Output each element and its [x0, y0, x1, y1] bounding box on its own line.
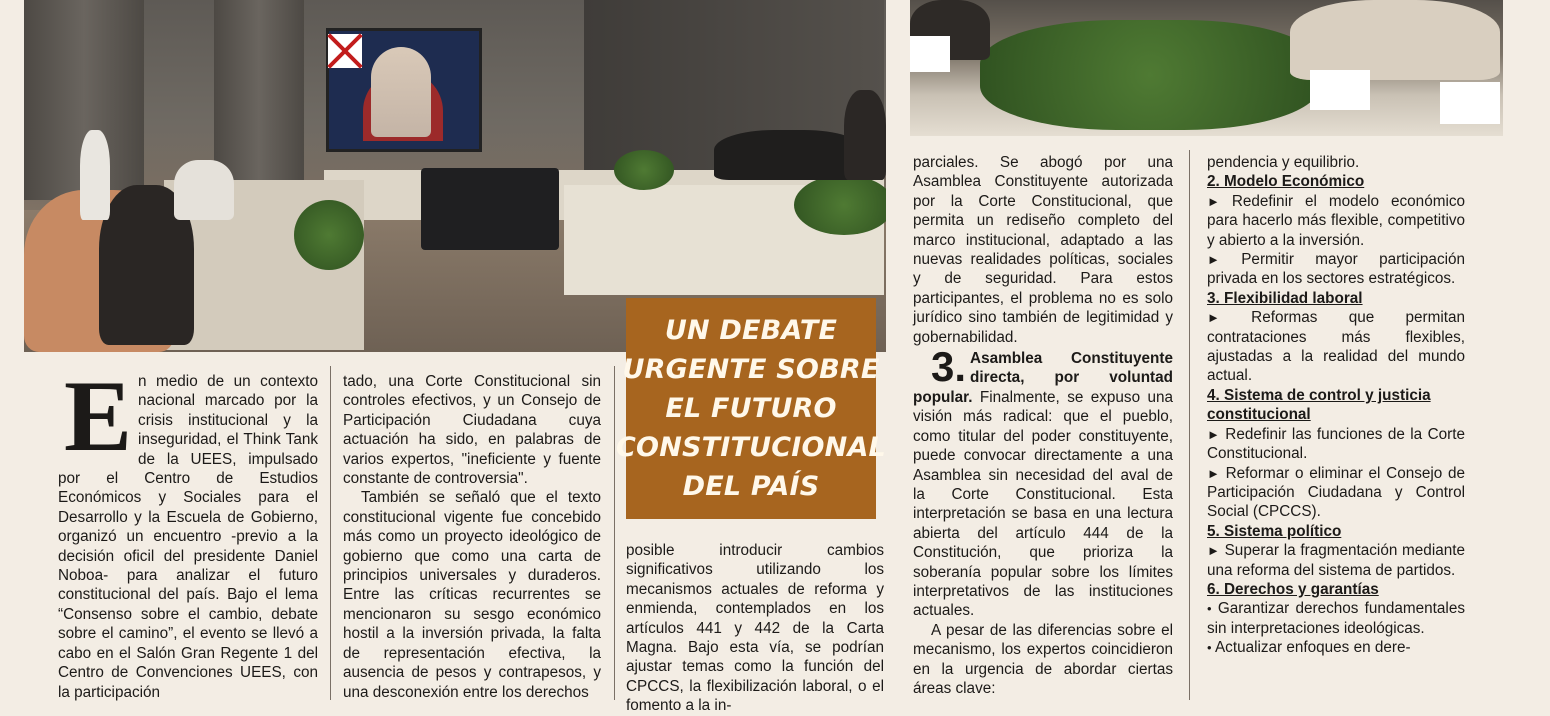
list-item-text: Reformas que permitan contrataciones más flexibles, ajustadas a la realidad del mundo actual. [1207, 309, 1466, 385]
paragraph: También se señaló que el texto constitucional vigente fue concebido más como un proyecto ideológico de gobierno que como una carta de principios universales y duraderos. Entre las críticas recurrentes se mencionaron su sesgo económico hostil a la inversión privada, la falta de representación efectiva, la ausencia de pesos y contrapesos, y una desconexión entre los derechos [343, 489, 601, 701]
section-number: 3. [931, 343, 967, 391]
list-item [1207, 250, 1465, 289]
section-title: 5. Sistema político [1207, 522, 1342, 540]
list-item-text: Superar la fragmentación mediante una reforma del sistema de partidos. [1207, 542, 1465, 579]
triangle-bullet-icon: ► [1207, 543, 1220, 559]
pull-quote-text: UN DEBATE URGENTE SOBRE EL FUTURO CONSTITUCIONAL DEL PAÍS [616, 315, 886, 502]
list-item [1207, 541, 1465, 580]
article-column-3 [626, 541, 884, 716]
plant [614, 150, 674, 190]
table-cloth [421, 168, 559, 250]
triangle-bullet-icon: ► [1207, 252, 1220, 268]
plant [794, 175, 886, 235]
section-title: 6. Derechos y garantías [1207, 580, 1379, 598]
section-title: 4. Sistema de control y justicia constitucional [1207, 386, 1431, 424]
list-item [1207, 192, 1465, 250]
name-card [1310, 70, 1370, 110]
paragraph: parciales. Se abogó por una Asamblea Constituyente autorizada por la Corte Constitucional, que permita un rediseño completo del marco institucional, adaptado a las nuevas realidades políticas, sociales y de seguridad. Para estos participantes, el problema no es solo jurídico sino también de legitimidad y gobernabilidad. [913, 154, 1173, 346]
dot-bullet-icon: • [1207, 640, 1212, 656]
list-item [1207, 599, 1465, 638]
triangle-bullet-icon: ► [1207, 310, 1220, 326]
paragraph: posible introducir cambios significativos utilizando los mecanismos actuales de reforma y enmienda, contemplados en los artículos 441 y 442 de la Carta Magna. Bajo esta vía, se podrían ajustar temas como la función del CPCCS, la flexibilización laboral, o el fomento a la in- [626, 542, 884, 715]
list-item-text: Reformar o eliminar el Consejo de Participación Ciudadana y Control Social (CPCCS). [1207, 464, 1466, 521]
article-column-4 [913, 153, 1173, 698]
column-rule [330, 366, 331, 700]
flag-icon [328, 34, 362, 68]
person [80, 130, 110, 220]
pull-quote-box [616, 298, 886, 519]
paragraph: tado, una Corte Constitucional sin controles efectivos, y un Consejo de Participación Ciudadana cuya actuación ha sido, en palabras de varios expertos, "ineficiente y fuente constante de controversia". [343, 373, 601, 488]
list-item [1207, 638, 1465, 657]
list-item [1207, 308, 1465, 386]
column-rule [1189, 150, 1190, 700]
list-item-text: Permitir mayor participación privada en los sectores estratégicos. [1207, 251, 1466, 288]
paragraph: A pesar de las diferencias sobre el mecanismo, los expertos coincidieron en la urgencia de abordar ciertas áreas clave: [913, 621, 1173, 697]
section-heading: Asamblea Constituyente directa, por voluntad popular. [913, 350, 1173, 406]
list-item-text: Actualizar enfoques en dere- [1214, 639, 1411, 657]
person [1290, 0, 1500, 80]
article-column-1 [58, 360, 318, 702]
paragraph: n medio de un contexto nacional marcado por la crisis institucional y la inseguridad, el Think Tank de la UEES, impulsado por el Centro de Estudios Económicos y Sociales para el Desarrollo y la Escuela de Gobierno, organizó un encuentro -previo a la decisión oficil del presidente Daniel Noboa- para analizar el futuro constitucional del país. Bajo el lema “Consenso sobre el cambio, debate sobre el camino”, el evento se llevó a cabo en el Salón Gran Regente 1 del Centro de Convenciones UEES, con la participación [58, 373, 318, 701]
name-card [1440, 82, 1500, 124]
plant [294, 200, 364, 270]
triangle-bullet-icon: ► [1207, 426, 1220, 442]
list-item-text: Garantizar derechos fundamentales sin interpretaciones ideológicas. [1207, 600, 1465, 637]
list-item-text: Redefinir el modelo económico para hacerlo más flexible, competitivo y abierto a la inversión. [1207, 192, 1465, 249]
person [844, 90, 886, 180]
section-title: 2. Modelo Económico [1207, 173, 1365, 191]
drop-cap: E [64, 360, 133, 473]
triangle-bullet-icon: ► [1207, 193, 1220, 209]
person [714, 130, 864, 180]
key-areas-list [1207, 172, 1465, 657]
person [174, 160, 234, 220]
photo-table-arrangement [910, 0, 1503, 136]
triangle-bullet-icon: ► [1207, 465, 1220, 481]
paragraph: Finalmente, se expuso una visión más radical: que el pueblo, como titular del poder constituyente, puede convocar directamente a una Asamblea sin necesidad del aval de la Corte Constitucional. Esta interpretación se basa en una lectura abierta del artículo 444 de la Constitución, que prioriza la soberanía popular sobre los límites interpretativos de las instituciones actuales. [913, 388, 1173, 620]
dot-bullet-icon: • [1207, 601, 1212, 617]
plant [980, 20, 1320, 130]
article-column-2 [343, 372, 601, 702]
article-column-5 [1207, 153, 1465, 658]
name-card [910, 36, 950, 72]
list-item [1207, 464, 1465, 522]
paragraph: pendencia y equilibrio. [1207, 154, 1360, 171]
section-title: 3. Flexibilidad laboral [1207, 289, 1363, 307]
list-item [1207, 425, 1465, 464]
list-item-text: Redefinir las funciones de la Corte Constitucional. [1207, 425, 1465, 463]
